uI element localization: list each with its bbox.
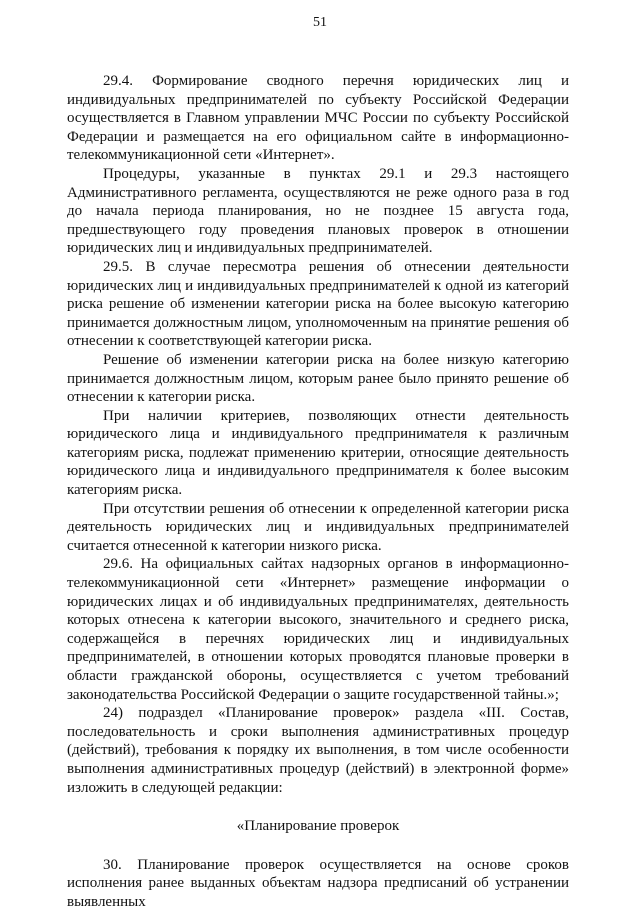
paragraph-29-4: 29.4. Формирование сводного перечня юридических лиц и индивидуальных предпринимателей по субъекту Российской Федерации осуществляется в Главном управлении МЧС России по субъекту Российской Федерации и размещается на его официальном сайте в информационно-телекоммуникационной сети «Интернет». bbox=[67, 73, 569, 164]
document-body bbox=[67, 72, 569, 912]
paragraph-criteria: При наличии критериев, позволяющих отнести деятельность юридического лица и индивидуального предпринимателя к различным категориям риска, подлежат применению критерии, относящие деятельность юридического лица и индивидуального предпринимателя к более высоким категориям риска. bbox=[67, 407, 569, 499]
paragraph-29-6: 29.6. На официальных сайтах надзорных органов в информационно-телекоммуникационной сети «Интернет» размещение информации о юридических лицах и об индивидуальных предпринимателях, деятельность которых отнесена к категории высокого, значительного и среднего риска, содержащейся в перечнях юридических лиц и индивидуальных предпринимателей, в отношении которых проводятся плановые проверки в области гражданской обороны, осуществляется с учетом требований законодательства Российской Федерации о защите государственной тайны.»; bbox=[67, 556, 569, 703]
paragraph-29-5: 29.5. В случае пересмотра решения об отнесении деятельности юридических лиц и индивидуальных предпринимателей к одной из категорий риска решение об изменении категории риска на более высокую категорию принимается должностным лицом, уполномоченным на принятие решения об отнесении к соответствующей категории риска. bbox=[67, 258, 569, 350]
paragraph-procedures: Процедуры, указанные в пунктах 29.1 и 29.3 настоящего Административного регламента, осуществляются не реже одного раза в год до начала периода планирования, но не позднее 15 августа года, предшествующего году проведения плановых проверок в отношении юридических лиц и индивидуальных предпринимателей. bbox=[67, 165, 569, 257]
page-number: 51 bbox=[313, 15, 327, 30]
paragraph-lower-category: Решение об изменении категории риска на более низкую категорию принимается должностным лицом, которым ранее было принято решение об отнесении к категории риска. bbox=[67, 351, 569, 406]
paragraph-item-24: 24) подраздел «Планирование проверок» раздела «III. Состав, последовательность и сроки выполнения административных процедур (действий), требования к порядку их выполнения, в том числе особенности выполнения административных процедур (действий) в электронной форме» изложить в следующей редакции: bbox=[67, 705, 569, 796]
section-heading: «Планирование проверок bbox=[236, 818, 400, 835]
paragraph-no-decision: При отсутствии решения об отнесении к определенной категории риска деятельность юридических лиц и индивидуальных предпринимателей считается отнесенной к категории низкого риска. bbox=[67, 500, 569, 554]
paragraph-30: 30. Планирование проверок осуществляется на основе сроков исполнения ранее выданных объектам надзора предписаний об устранении выявленных bbox=[67, 856, 569, 910]
